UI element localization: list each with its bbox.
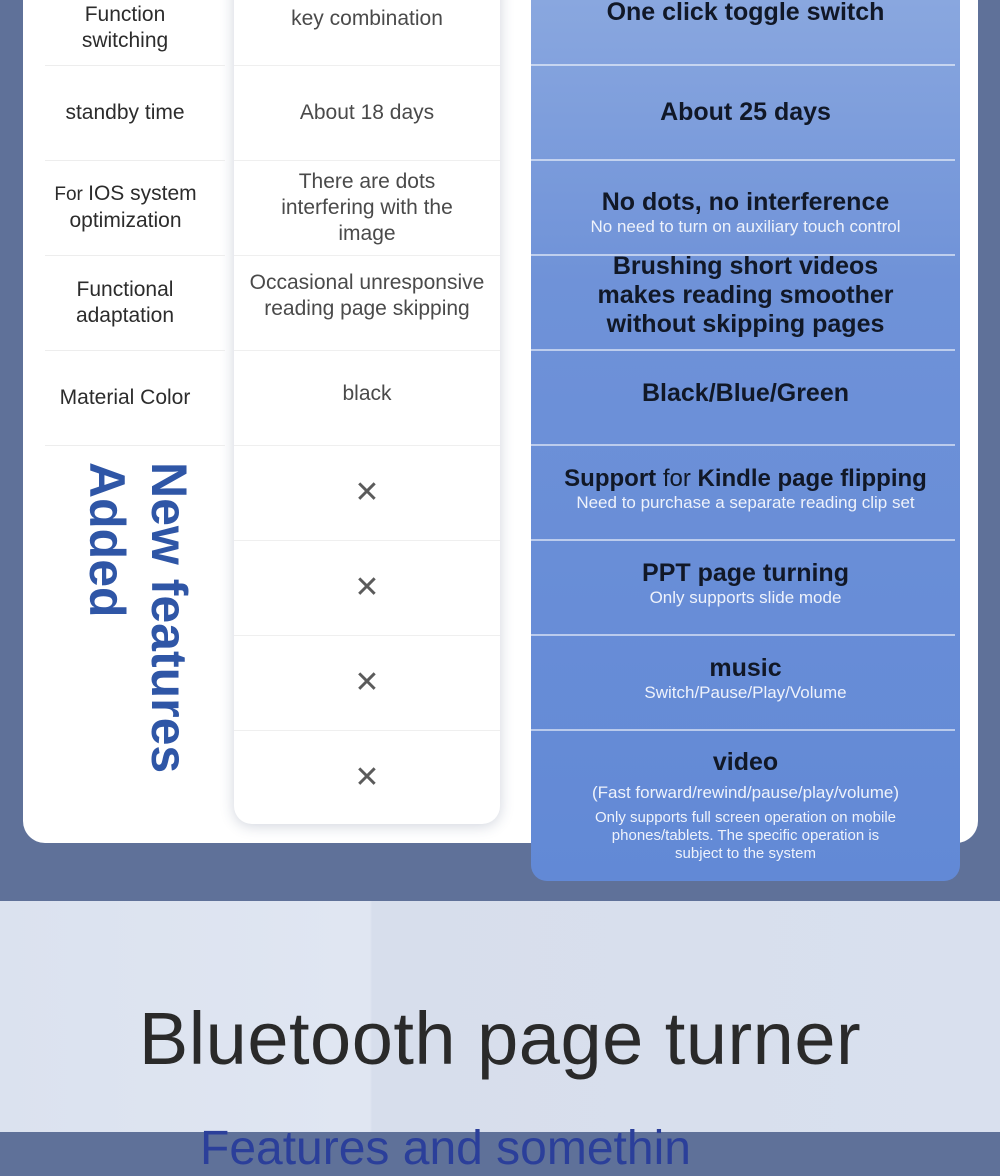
new-value-subtext: Switch/Pause/Play/Volume xyxy=(644,683,847,702)
new-value-text: video xyxy=(712,747,779,776)
feature-text: Function switching xyxy=(81,2,169,52)
old-value-text: key combination xyxy=(291,6,443,30)
feature-label xyxy=(30,350,220,445)
feature-label xyxy=(40,65,210,160)
new-value-subtext: Only supports slide mode xyxy=(649,588,842,607)
new-value-text: music xyxy=(709,654,782,682)
feature-label xyxy=(28,160,223,255)
feature-label xyxy=(40,255,210,350)
table-row xyxy=(0,350,1000,445)
new-value xyxy=(531,730,960,880)
new-value-subtext: (Fast forward/rewind/pause/play/volume) xyxy=(591,782,900,802)
table-row xyxy=(0,160,1000,255)
old-value xyxy=(234,350,500,445)
new-value xyxy=(531,0,960,65)
new-value xyxy=(531,252,960,350)
new-value-text: One click toggle switch xyxy=(606,0,885,26)
old-value xyxy=(234,540,500,635)
old-value-text: There are dots interfering with the image xyxy=(281,169,453,245)
feature-prefix: For xyxy=(54,184,89,205)
table-row xyxy=(0,252,1000,350)
old-value xyxy=(234,445,500,540)
old-value-text: About 18 days xyxy=(299,100,435,124)
new-value-finetext: Only supports full screen operation on mobile phones/tablets. The specific operation is subject to the system xyxy=(595,808,896,862)
new-value xyxy=(531,350,960,445)
old-value-text: Occasional unresponsive reading page skipping xyxy=(249,270,485,320)
banner-subtitle: Features and somethin xyxy=(200,1122,691,1175)
new-value xyxy=(531,445,960,540)
old-value-text: black xyxy=(342,381,392,405)
new-value-text xyxy=(564,465,927,493)
new-value-part: Support xyxy=(564,464,657,492)
feature-label xyxy=(40,0,210,65)
old-value xyxy=(234,160,500,255)
table-row xyxy=(0,635,1000,730)
feature-text: Functional adaptation xyxy=(75,277,175,327)
feature-main: IOS system optimization xyxy=(69,182,197,232)
old-value xyxy=(234,0,500,65)
new-value-text: PPT page turning xyxy=(642,559,849,587)
new-value xyxy=(531,160,960,255)
new-value xyxy=(531,635,960,730)
table-row-extended xyxy=(0,730,1000,880)
table-row xyxy=(0,540,1000,635)
table-row xyxy=(0,445,1000,540)
new-value xyxy=(531,65,960,160)
old-value xyxy=(234,255,500,350)
old-value xyxy=(234,635,500,730)
banner-title: Bluetooth page turner xyxy=(138,997,862,1080)
new-value-part: Kindle page flipping xyxy=(697,464,927,492)
product-banner xyxy=(0,901,1000,1175)
new-value-text: Black/Blue/Green xyxy=(641,379,850,407)
old-value xyxy=(234,65,500,160)
new-value-subtext: No need to turn on auxiliary touch control xyxy=(590,217,901,236)
new-value xyxy=(531,540,960,635)
feature-text xyxy=(28,181,223,234)
feature-text: standby time xyxy=(65,100,185,124)
new-value-connector: for xyxy=(656,464,698,492)
new-value-subtext: Need to purchase a separate reading clip set xyxy=(576,492,915,512)
new-value-text: About 25 days xyxy=(660,98,831,126)
cross-icon: ✕ xyxy=(354,760,380,794)
cross-icon: ✕ xyxy=(354,665,380,699)
new-features-label: New features Added xyxy=(79,462,197,774)
new-value-text: Brushing short videos makes reading smoother without skipping pages xyxy=(597,252,894,338)
new-value-text: No dots, no interference xyxy=(601,188,890,216)
cross-icon: ✕ xyxy=(354,475,380,509)
table-row xyxy=(0,0,1000,65)
feature-text: Material Color xyxy=(59,385,191,409)
table-row xyxy=(0,65,1000,160)
cross-icon: ✕ xyxy=(354,570,380,604)
